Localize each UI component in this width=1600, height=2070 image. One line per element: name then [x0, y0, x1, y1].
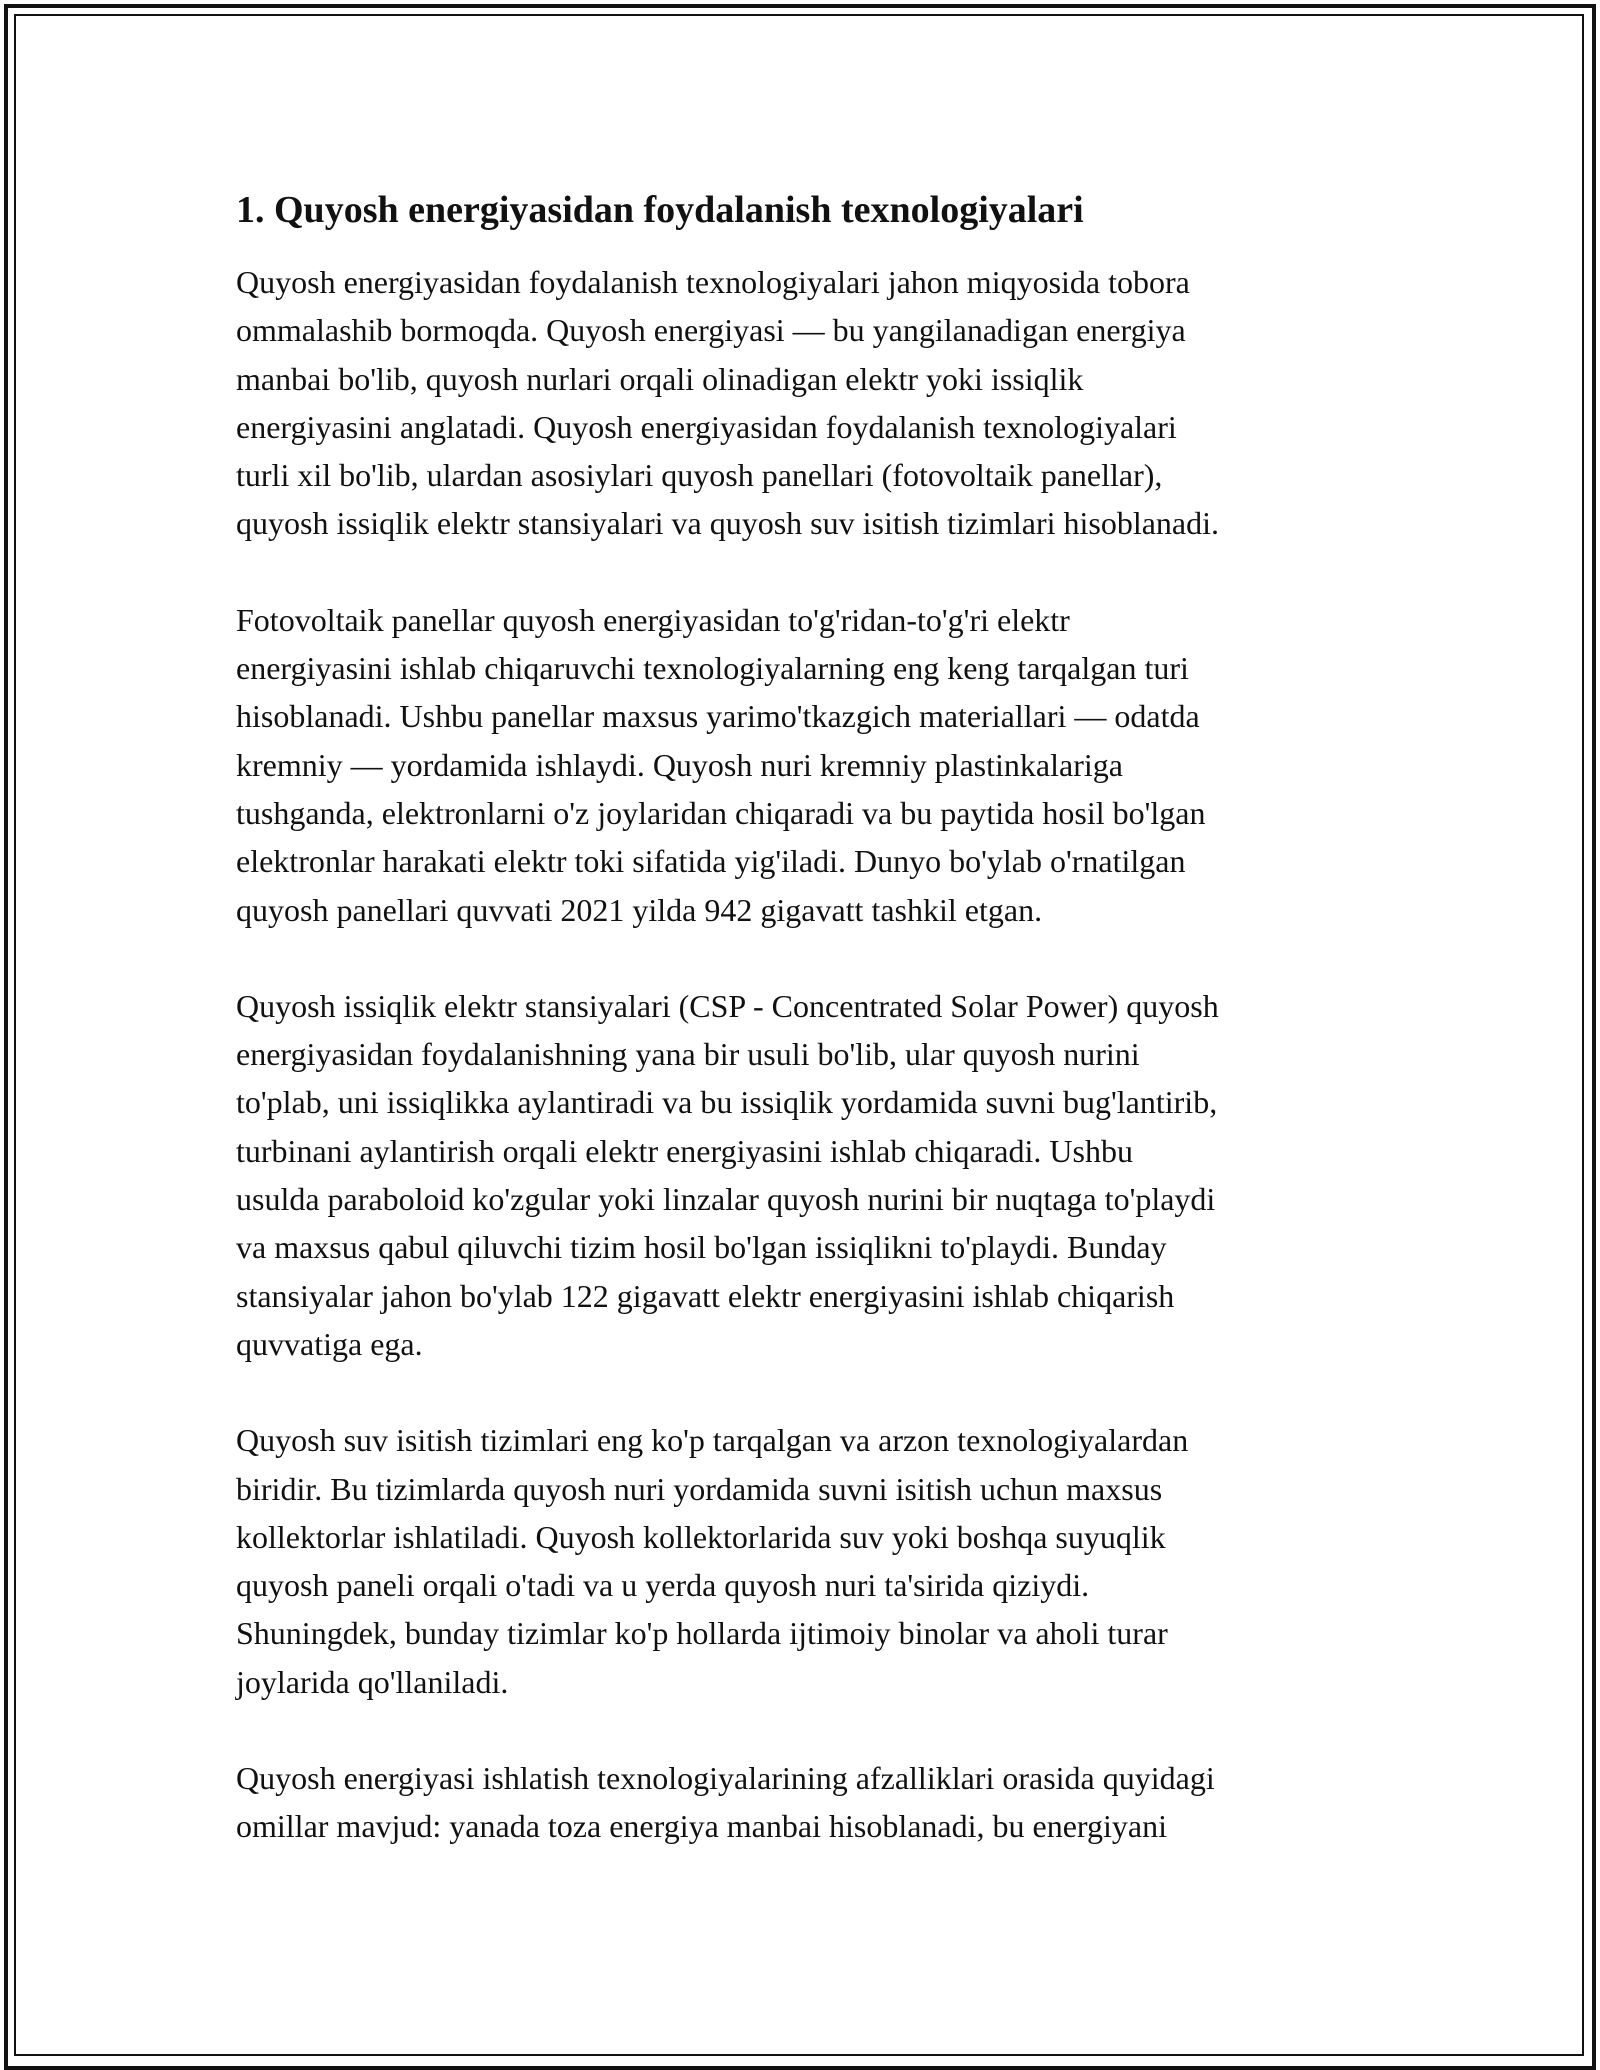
paragraph-line: energiyasini anglatadi. Quyosh energiyasidan foydalanish texnologiyalari — [236, 408, 1177, 445]
paragraph-line: quyosh paneli orqali o'tadi va u yerda quyosh nuri ta'sirida qiziydi. — [236, 1567, 1090, 1604]
paragraph — [236, 982, 1376, 1368]
paragraph-line: kollektorlar ishlatiladi. Quyosh kollektorlarida suv yoki boshqa suyuqlik — [236, 1518, 1166, 1555]
paragraph-line: elektronlar harakati elektr toki sifatida yig'iladi. Dunyo bo'ylab o'rnatilgan — [236, 843, 1186, 880]
paragraph-line: turbinani aylantirish orqali elektr energiyasini ishlab chiqaradi. Ushbu — [236, 1132, 1133, 1169]
document-body — [236, 186, 1376, 1851]
paragraph — [236, 1754, 1376, 1851]
paragraph-line: quyosh panellari quvvati 2021 yilda 942 gigavatt tashkil etgan. — [236, 891, 1043, 928]
paragraph — [236, 258, 1376, 548]
paragraph-line: hisoblanadi. Ushbu panellar maxsus yarimo'tkazgich materiallari — odatda — [236, 698, 1200, 735]
paragraphs-container — [236, 258, 1376, 1851]
paragraph-line: usulda paraboloid ko'zgular yoki linzalar quyosh nurini bir nuqtaga to'playdi — [236, 1181, 1216, 1218]
paragraph-line: to'plab, uni issiqlikka aylantiradi va bu issiqlik yordamida suvni bug'lantirib, — [236, 1084, 1218, 1121]
paragraph-line: Quyosh energiyasi ishlatish texnologiyalarining afzalliklari orasida quyidagi — [236, 1760, 1215, 1797]
paragraph-line: turli xil bo'lib, ulardan asosiylari quyosh panellari (fotovoltaik panellar), — [236, 457, 1163, 494]
paragraph-line: Quyosh suv isitish tizimlari eng ko'p tarqalgan va arzon texnologiyalardan — [236, 1422, 1189, 1459]
paragraph-line: Fotovoltaik panellar quyosh energiyasidan to'g'ridan-to'g'ri elektr — [236, 601, 1070, 638]
paragraph-line: Shuningdek, bunday tizimlar ko'p hollarda ijtimoiy binolar va aholi turar — [236, 1615, 1168, 1652]
paragraph-line: energiyasidan foydalanishning yana bir usuli bo'lib, ular quyosh nurini — [236, 1036, 1140, 1073]
paragraph-line: joylarida qo'llaniladi. — [236, 1663, 509, 1700]
paragraph-line: tushganda, elektronlarni o'z joylaridan chiqaradi va bu paytida hosil bo'lgan — [236, 794, 1206, 831]
paragraph-line: quyosh issiqlik elektr stansiyalari va quyosh suv isitish tizimlari hisoblanadi. — [236, 505, 1220, 542]
paragraph-line: Quyosh issiqlik elektr stansiyalari (CSP - Concentrated Solar Power) quyosh — [236, 987, 1219, 1024]
paragraph-line: quvvatiga ega. — [236, 1325, 423, 1362]
paragraph-line: biridir. Bu tizimlarda quyosh nuri yordamida suvni isitish uchun maxsus — [236, 1470, 1163, 1507]
paragraph-line: energiyasini ishlab chiqaruvchi texnologiyalarning eng keng tarqalgan turi — [236, 650, 1189, 687]
paragraph-line: Quyosh energiyasidan foydalanish texnologiyalari jahon miqyosida tobora — [236, 264, 1190, 300]
paragraph-line: va maxsus qabul qiluvchi tizim hosil bo'lgan issiqlikni to'playdi. Bunday — [236, 1229, 1167, 1266]
paragraph — [236, 1416, 1376, 1706]
paragraph-line: ommalashib bormoqda. Quyosh energiyasi — bu yangilanadigan energiya — [236, 312, 1186, 349]
paragraph-line: stansiyalar jahon bo'ylab 122 gigavatt elektr energiyasini ishlab chiqarish — [236, 1277, 1175, 1314]
paragraph-line: manbai bo'lib, quyosh nurlari orqali olinadigan elektr yoki issiqlik — [236, 360, 1084, 397]
paragraph-line: omillar mavjud: yanada toza energiya manbai hisoblanadi, bu energiyani — [236, 1808, 1167, 1845]
section-heading: 1. Quyosh energiyasidan foydalanish texnologiyalari — [236, 189, 1084, 231]
paragraph-line: kremniy — yordamida ishlaydi. Quyosh nuri kremniy plastinkalariga — [236, 746, 1123, 783]
paragraph — [236, 596, 1376, 934]
